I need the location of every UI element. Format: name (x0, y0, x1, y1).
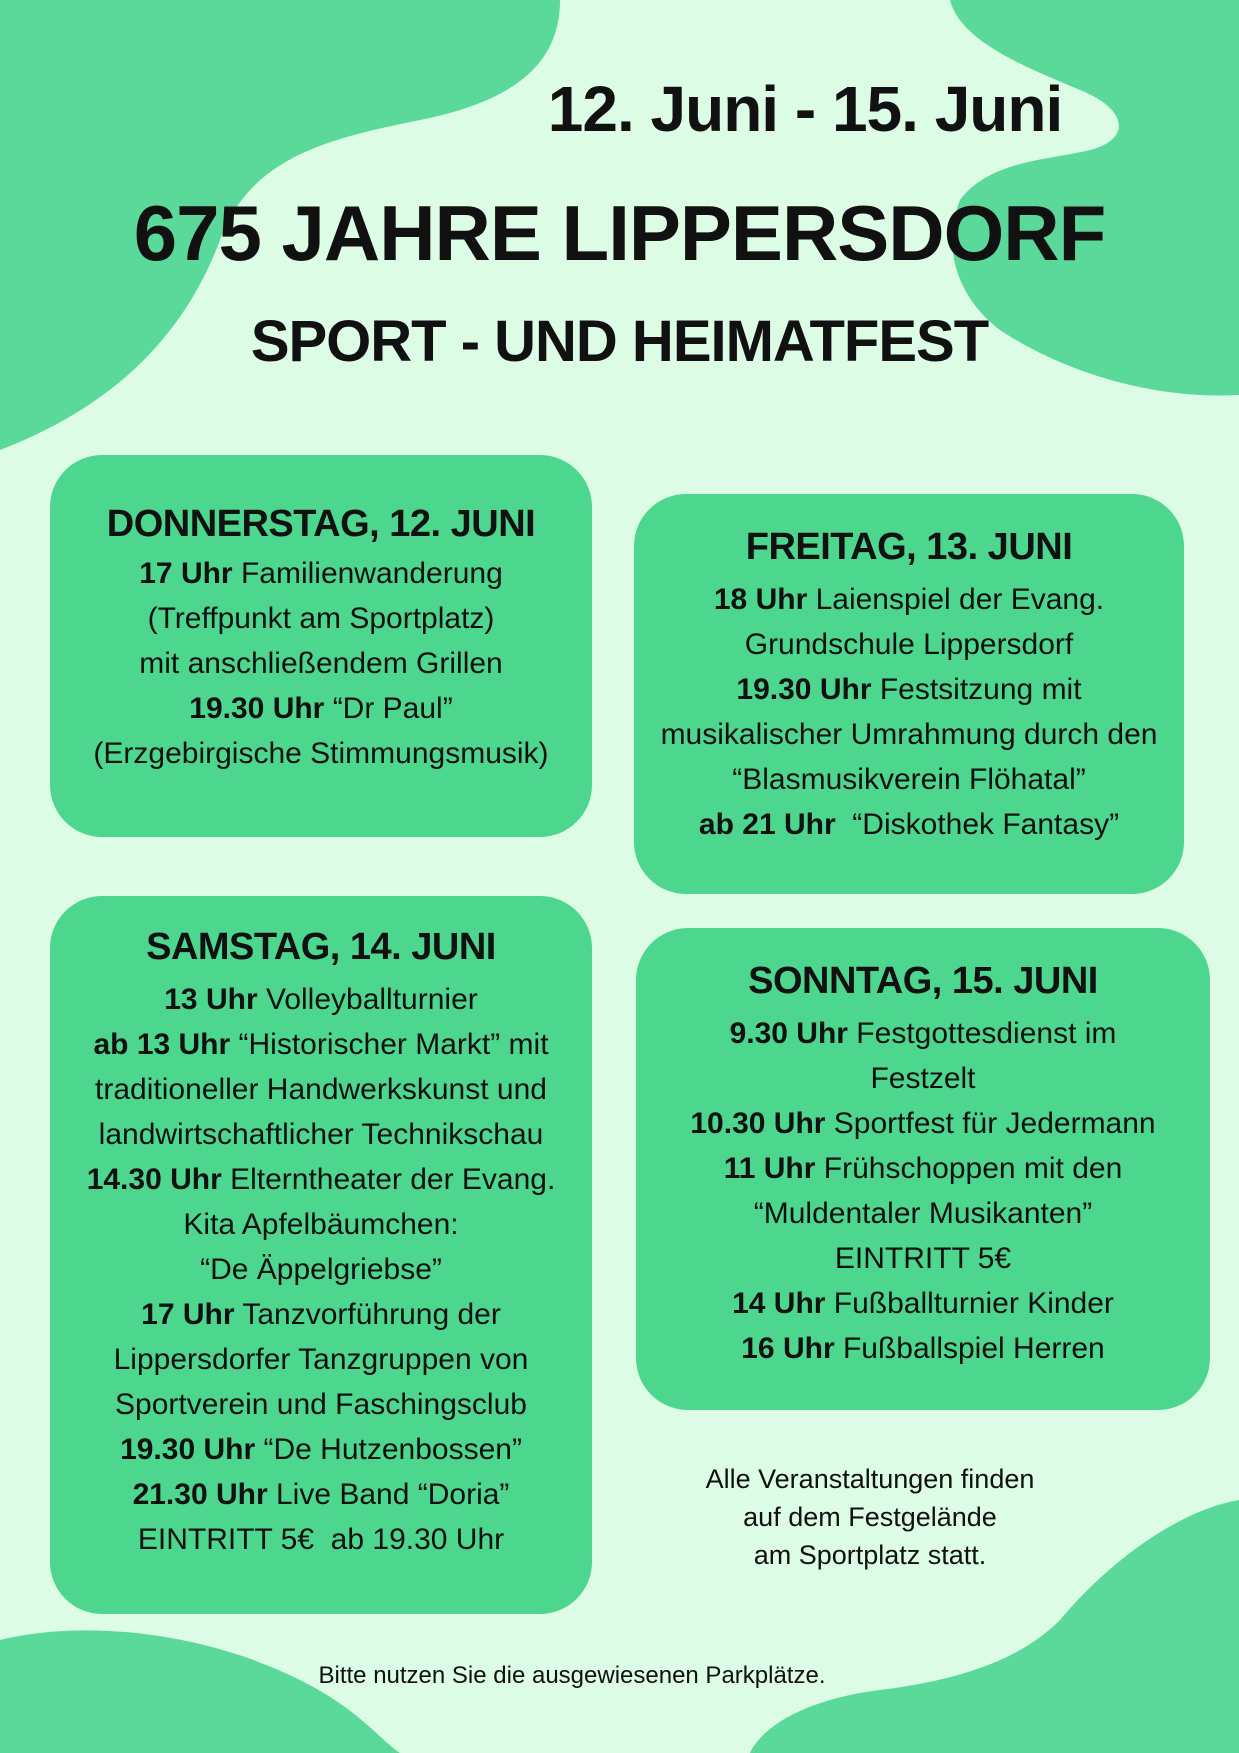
event-time: 11 Uhr (723, 1152, 816, 1185)
event-line (634, 622, 1184, 667)
event-line (636, 1101, 1210, 1146)
event-time: 19.30 Uhr (189, 692, 325, 725)
event-line (636, 1236, 1210, 1281)
event-text: Elterntheater der Evang. (221, 1163, 556, 1196)
event-line (50, 1382, 592, 1427)
event-time: 19.30 Uhr (120, 1433, 256, 1466)
event-text: Grundschule Lippersdorf (744, 628, 1074, 661)
event-line (636, 1326, 1210, 1371)
event-text: Sportfest für Jedermann (825, 1107, 1156, 1140)
event-line (50, 1067, 592, 1112)
event-text: “De Hutzenbossen” (255, 1433, 522, 1466)
event-text: Familienwanderung (232, 557, 503, 590)
event-line (636, 1146, 1210, 1191)
event-line (50, 686, 592, 731)
event-text: “De Äppelgriebse” (200, 1253, 442, 1286)
event-line (50, 1292, 592, 1337)
day-card-sunday (636, 928, 1210, 1410)
event-text: “Muldentaler Musikanten” (753, 1197, 1093, 1230)
event-line (50, 1472, 592, 1517)
day-heading: SAMSTAG, 14. JUNI (146, 926, 496, 968)
event-time: 9.30 Uhr (729, 1017, 848, 1050)
event-line (50, 551, 592, 596)
venue-note (660, 1460, 1080, 1574)
event-line (50, 1202, 592, 1247)
event-time: ab 13 Uhr (93, 1028, 231, 1061)
event-line (636, 1011, 1210, 1056)
event-text: “Dr Paul” (324, 692, 453, 725)
event-time: ab 21 Uhr (698, 808, 836, 841)
event-line (50, 1022, 592, 1067)
event-time: 19.30 Uhr (736, 673, 872, 706)
parking-note: Bitte nutzen Sie die ausgewiesenen Parkplätze. (318, 1662, 826, 1689)
event-list (636, 1011, 1210, 1371)
event-time: 17 Uhr (139, 557, 233, 590)
event-text: mit anschließendem Grillen (139, 647, 503, 680)
event-line (50, 977, 592, 1022)
event-line (50, 1337, 592, 1382)
event-text: Fußballspiel Herren (834, 1332, 1105, 1365)
event-time: 21.30 Uhr (132, 1478, 268, 1511)
event-time: 18 Uhr (713, 583, 808, 616)
event-text: traditioneller Handwerkskunst und (95, 1073, 547, 1106)
day-card-friday (634, 494, 1184, 894)
event-text: Sportverein und Faschingsclub (115, 1388, 527, 1421)
blob-bottom-left (0, 1630, 400, 1753)
event-time: 16 Uhr (741, 1332, 835, 1365)
event-text: Festzelt (870, 1062, 976, 1095)
day-card-thursday (50, 455, 592, 837)
event-line (636, 1191, 1210, 1236)
event-line (50, 596, 592, 641)
event-text: Festsitzung mit (871, 673, 1082, 706)
event-text: Festgottesdienst im (847, 1017, 1117, 1050)
event-text: EINTRITT 5€ (834, 1242, 1012, 1275)
venue-note-line: auf dem Festgelände (743, 1502, 997, 1532)
day-heading: SONNTAG, 15. JUNI (748, 960, 1098, 1002)
event-time: 14.30 Uhr (86, 1163, 222, 1196)
event-line (50, 1157, 592, 1202)
event-text: Fußballturnier Kinder (825, 1287, 1114, 1320)
event-line (50, 731, 592, 776)
event-line (634, 802, 1184, 847)
event-text: Frühschoppen mit den (815, 1152, 1123, 1185)
event-line (634, 712, 1184, 757)
day-heading: DONNERSTAG, 12. JUNI (106, 503, 536, 545)
event-list (50, 551, 592, 776)
event-time: 17 Uhr (141, 1298, 235, 1331)
event-text: Laienspiel der Evang. (807, 583, 1105, 616)
event-text: landwirtschaftlicher Technikschau (98, 1118, 544, 1151)
event-line (634, 757, 1184, 802)
event-line (50, 1427, 592, 1472)
day-heading: FREITAG, 13. JUNI (745, 526, 1073, 568)
event-line (50, 1112, 592, 1157)
event-dates: 12. Juni - 15. Juni (547, 73, 1063, 145)
event-text: “Diskothek Fantasy” (835, 808, 1120, 841)
event-line (50, 1517, 592, 1562)
event-line (634, 667, 1184, 712)
day-card-saturday (50, 896, 592, 1614)
event-time: 14 Uhr (732, 1287, 826, 1320)
event-text: musikalischer Umrahmung durch den (660, 718, 1158, 751)
event-time: 10.30 Uhr (690, 1107, 826, 1140)
venue-note-line: am Sportplatz statt. (753, 1540, 987, 1570)
event-text: EINTRITT 5€ ab 19.30 Uhr (137, 1523, 505, 1556)
event-text: (Treffpunkt am Sportplatz) (147, 602, 495, 635)
event-line (50, 641, 592, 686)
event-text: Lippersdorfer Tanzgruppen von (113, 1343, 529, 1376)
venue-note-line: Alle Veranstaltungen finden (705, 1464, 1035, 1494)
event-list (50, 977, 592, 1562)
event-text: Volleyballturnier (257, 983, 478, 1016)
event-line (636, 1056, 1210, 1101)
event-text: Live Band “Doria” (267, 1478, 510, 1511)
event-text: “Historischer Markt” mit (230, 1028, 549, 1061)
event-text: “Blasmusikverein Flöhatal” (732, 763, 1086, 796)
event-line (636, 1281, 1210, 1326)
event-time: 13 Uhr (164, 983, 258, 1016)
event-list (634, 577, 1184, 847)
event-text: Kita Apfelbäumchen: (183, 1208, 459, 1241)
event-line (634, 577, 1184, 622)
event-text: Tanzvorführung der (234, 1298, 501, 1331)
event-line (50, 1247, 592, 1292)
page-title: 675 JAHRE LIPPERSDORF (133, 189, 1106, 277)
page-subtitle: SPORT - UND HEIMATFEST (250, 309, 989, 374)
event-text: (Erzgebirgische Stimmungsmusik) (93, 737, 549, 770)
